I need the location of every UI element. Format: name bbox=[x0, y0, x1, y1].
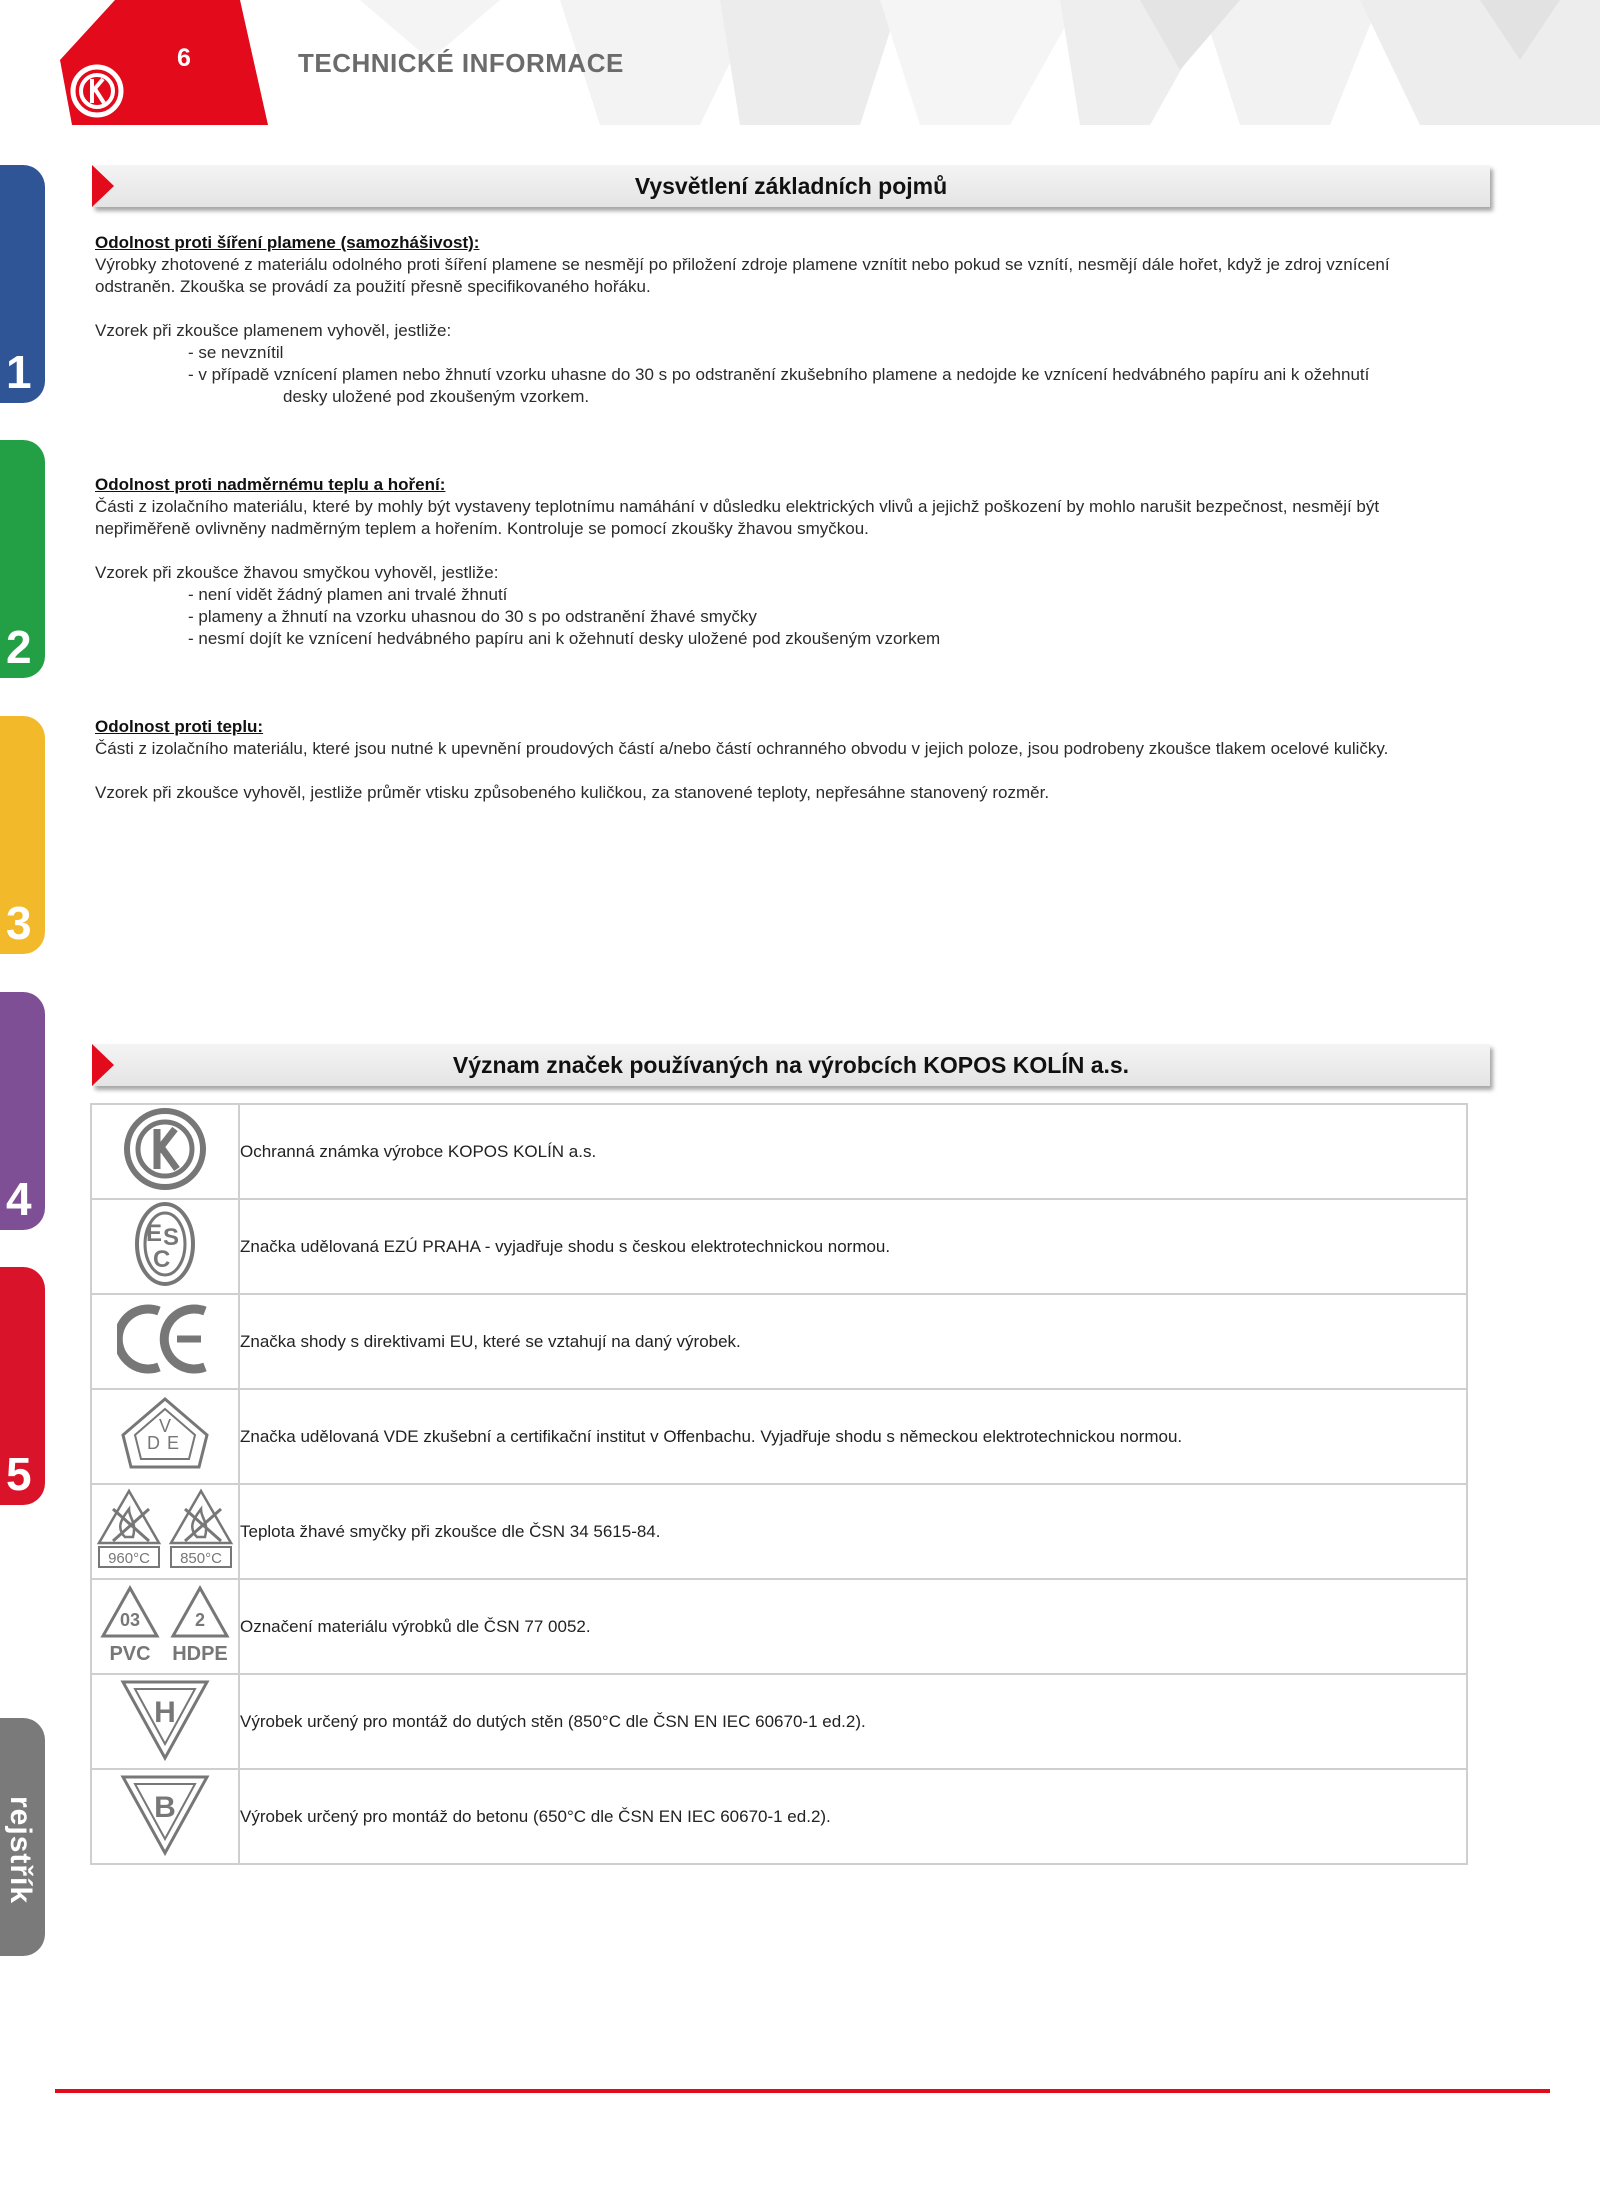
text-block-flame bbox=[95, 232, 1495, 408]
svg-text:S: S bbox=[163, 1224, 180, 1251]
text-block-heat-burning bbox=[95, 474, 1495, 650]
tab-chapter-5[interactable] bbox=[0, 1267, 45, 1505]
table-row bbox=[91, 1579, 1467, 1674]
recycling-pvc-icon bbox=[97, 1582, 163, 1671]
description-cell: Značka udělovaná EZÚ PRAHA - vyjadřuje shodu s českou elektrotechnickou normou. bbox=[239, 1199, 1467, 1294]
icon-cell bbox=[91, 1769, 239, 1864]
description-cell: Teplota žhavé smyčky při zkoušce dle ČSN 34 5615-84. bbox=[239, 1484, 1467, 1579]
recycling-code: 03 bbox=[119, 1610, 140, 1630]
paragraph-line: Části z izolačního materiálu, které by mohly být vystaveny teplotnímu namáhání v důsledku elektrických vlivů a jejichž poškození by mohlo narušit bezpečnost, nesmějí být bbox=[95, 497, 1380, 516]
description-cell: Značka shody s direktivami EU, které se vztahují na daný výrobek. bbox=[239, 1294, 1467, 1389]
icon-cell bbox=[91, 1199, 239, 1294]
h-triangle-icon bbox=[117, 1676, 213, 1767]
description-cell: Označení materiálu výrobků dle ČSN 77 0052. bbox=[239, 1579, 1467, 1674]
glow-wire-960-icon bbox=[95, 1487, 163, 1576]
page-number: 6 bbox=[177, 44, 191, 72]
text-block-heat bbox=[95, 716, 1495, 804]
icon-cell bbox=[91, 1484, 239, 1579]
header-title: TECHNICKÉ INFORMACE bbox=[298, 48, 624, 78]
icon-cell bbox=[91, 1104, 239, 1199]
block-heading: Odolnost proti šíření plamene (samozhášivost): bbox=[95, 233, 480, 252]
triangle-letter: H bbox=[154, 1696, 176, 1729]
block-heading: Odolnost proti nadměrnému teplu a hoření: bbox=[95, 475, 446, 494]
esc-mark-icon bbox=[133, 1201, 197, 1292]
table-row bbox=[91, 1199, 1467, 1294]
paragraph-line: nepřiměřeně ovlivněny nadměrným teplem a hořením. Kontroluje se pomocí zkoušky žhavou smyčkou. bbox=[95, 519, 869, 538]
tab-label: 2 bbox=[6, 621, 32, 673]
tab-chapter-3[interactable] bbox=[0, 716, 45, 954]
paragraph-line: odstraněn. Zkouška se provádí za použití přesně specifikovaného hořáku. bbox=[95, 277, 651, 296]
material-label: PVC bbox=[109, 1643, 151, 1665]
table-row bbox=[91, 1674, 1467, 1769]
icon-cell bbox=[91, 1389, 239, 1484]
section-banner bbox=[92, 1044, 1492, 1090]
triangle-letter: B bbox=[154, 1791, 176, 1824]
ce-mark-icon bbox=[117, 1303, 213, 1380]
paragraph-line: Části z izolačního materiálu, které jsou nutné k upevnění proudových částí a/nebo částí ochranného obvodu v jejich poloze, jsou podrobeny zkoušce tlakem ocelové kuličky. bbox=[95, 739, 1389, 758]
tab-label: 5 bbox=[6, 1448, 32, 1500]
description-cell: Značka udělovaná VDE zkušební a certifikační institut v Offenbachu. Vyjadřuje shodu s německou elektrotechnickou normou. bbox=[239, 1389, 1467, 1484]
svg-text:V: V bbox=[159, 1416, 172, 1436]
criteria-item-continued: desky uložené pod zkoušeným vzorkem. bbox=[283, 387, 590, 406]
criteria-intro: Vzorek při zkoušce plamenem vyhověl, jestliže: bbox=[95, 321, 452, 340]
criteria-intro: Vzorek při zkoušce vyhověl, jestliže průměr vtisku způsobeného kuličkou, za stanovené teploty, nepřesáhne stanovený rozměr. bbox=[95, 783, 1050, 802]
table-row bbox=[91, 1389, 1467, 1484]
table-row bbox=[91, 1104, 1467, 1199]
paragraph-line: Výrobky zhotovené z materiálu odolného proti šíření plamene se nesmějí po přiložení zdroje plamene vznítit nebo pokud se vznítí, nesmějí dále hořet, když je zdroj vznícení bbox=[95, 255, 1390, 274]
description-cell: Výrobek určený pro montáž do dutých stěn (850°C dle ČSN EN IEC 60670-1 ed.2). bbox=[239, 1674, 1467, 1769]
recycling-hdpe-icon bbox=[167, 1582, 233, 1671]
b-triangle-icon bbox=[117, 1771, 213, 1862]
header-background bbox=[0, 0, 1600, 125]
glow-wire-label-960: 960°C bbox=[107, 1550, 150, 1567]
tab-chapter-4[interactable] bbox=[0, 992, 45, 1230]
icon-cell bbox=[91, 1294, 239, 1389]
icon-cell bbox=[91, 1579, 239, 1674]
block-heading: Odolnost proti teplu: bbox=[95, 717, 264, 736]
criteria-item: - nesmí dojít ke vznícení hedvábného papíru ani k ožehnutí desky uložené pod zkoušeným vzorkem bbox=[188, 629, 941, 648]
tab-chapter-2[interactable] bbox=[0, 440, 45, 678]
section-title: Význam značek používaných na výrobcích KOPOS KOLÍN a.s. bbox=[452, 1052, 1130, 1078]
criteria-item: - není vidět žádný plamen ani trvalé žhnutí bbox=[188, 585, 508, 604]
criteria-item: - se nevznítil bbox=[188, 343, 284, 362]
criteria-item: - plameny a žhnutí na vzorku uhasnou do 30 s po odstranění žhavé smyčky bbox=[188, 607, 757, 626]
kopos-logo-icon bbox=[70, 64, 124, 118]
table-row bbox=[91, 1484, 1467, 1579]
description-cell: Ochranná známka výrobce KOPOS KOLÍN a.s. bbox=[239, 1104, 1467, 1199]
svg-text:C: C bbox=[153, 1246, 171, 1273]
footer-divider bbox=[55, 2089, 1550, 2093]
section-banner bbox=[92, 165, 1492, 211]
tab-label: 4 bbox=[6, 1173, 32, 1225]
glow-wire-850-icon bbox=[167, 1487, 235, 1576]
glow-wire-label-850: 850°C bbox=[180, 1550, 223, 1567]
tab-label: 3 bbox=[6, 897, 32, 949]
svg-text:E: E bbox=[146, 1220, 163, 1247]
description-cell: Výrobek určený pro montáž do betonu (650°C dle ČSN EN IEC 60670-1 ed.2). bbox=[239, 1769, 1467, 1864]
vde-mark-icon bbox=[119, 1395, 211, 1478]
svg-text:D: D bbox=[147, 1433, 160, 1453]
kopos-logo-icon bbox=[123, 1107, 207, 1196]
table-row bbox=[91, 1769, 1467, 1864]
tab-index[interactable] bbox=[0, 1718, 45, 1956]
tab-label: rejstřík bbox=[4, 1796, 37, 1905]
criteria-item: - v případě vznícení plamen nebo žhnutí vzorku uhasne do 30 s po odstranění zkušebního plamene a nedojde ke vznícení hedvábného papíru ani k ožehnutí bbox=[188, 365, 1370, 384]
section-title: Vysvětlení základních pojmů bbox=[634, 173, 948, 199]
table-row bbox=[91, 1294, 1467, 1389]
tab-chapter-1[interactable] bbox=[0, 165, 45, 403]
svg-text:E: E bbox=[167, 1433, 180, 1453]
recycling-code: 2 bbox=[195, 1610, 206, 1630]
icon-cell bbox=[91, 1674, 239, 1769]
marks-table bbox=[90, 1103, 1468, 1865]
criteria-intro: Vzorek při zkoušce žhavou smyčkou vyhověl, jestliže: bbox=[95, 563, 499, 582]
material-label: HDPE bbox=[172, 1643, 229, 1665]
tab-label: 1 bbox=[6, 346, 32, 398]
